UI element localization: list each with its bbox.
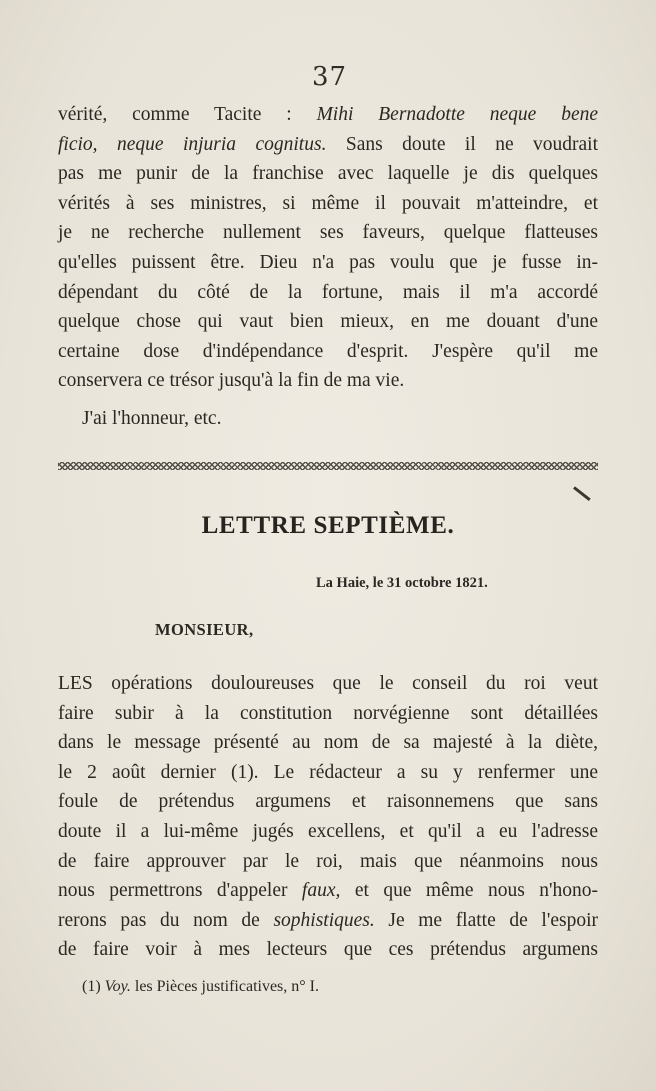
italic-term: sophistiques. — [273, 909, 375, 931]
footnote-abbrev: Voy. — [104, 978, 131, 995]
text-line: faire subir à la constitution norvégienne sont détaillées — [58, 702, 598, 724]
text-line: qu'elles puissent être. Dieu n'a pas voulu que je fusse in- — [58, 251, 598, 273]
text-line: pas me punir de la franchise avec laquelle je dis quelques — [58, 163, 598, 185]
continued-paragraph — [58, 100, 598, 396]
text-line: vérités à ses ministres, si même il pouvait m'atteindre, et — [58, 192, 598, 214]
text-line: doute il a lui-même jugés excellens, et qu'il a eu l'adresse — [58, 820, 598, 842]
latin-quote: Mihi Bernadotte neque bene — [316, 104, 599, 125]
text-line: conservera ce trésor jusqu'à la fin de ma vie. — [58, 370, 405, 392]
letter-heading: LETTRE SEPTIÈME. — [201, 512, 455, 539]
text-line — [58, 130, 598, 160]
ornamental-rule — [58, 462, 598, 470]
print-mark — [573, 486, 591, 501]
text-run: nous permettrons d'appeler — [58, 880, 288, 902]
text-line — [58, 876, 598, 906]
text-run: vérité, comme Tacite : — [58, 104, 292, 125]
text-line: de faire approuver par le roi, mais que néanmoins nous — [58, 850, 598, 872]
closing-formula: J'ai l'honneur, etc. — [82, 408, 222, 429]
text-line: certaine dose d'indépendance d'esprit. J'espère qu'il me — [58, 340, 598, 362]
italic-term: faux, — [301, 880, 341, 902]
footnote-mark: (1) — [82, 978, 101, 995]
text-run: rerons pas du nom de — [58, 909, 260, 931]
letter-paragraph — [58, 669, 598, 965]
text-run: et que même nous n'hono- — [354, 880, 599, 902]
text-line: foule de prétendus argumens et raisonnemens que sans — [58, 791, 598, 813]
text-line: dans le message présenté au nom de sa majesté à la diète, — [58, 732, 598, 754]
footnote-text: les Pièces justificatives, n° I. — [134, 978, 320, 995]
text-line — [58, 100, 598, 130]
text-line: de faire voir à mes lecteurs que ces prétendus argumens — [58, 939, 598, 961]
page-number: 37 — [312, 62, 348, 92]
salutation: MONSIEUR, — [155, 620, 254, 639]
footnote — [82, 978, 319, 996]
text-line: quelque chose qui vaut bien mieux, en me douant d'une — [58, 311, 598, 333]
latin-quote: ficio, neque injuria cognitus. — [58, 133, 327, 155]
text-line: le 2 août dernier (1). Le rédacteur a su y renfermer une — [58, 761, 598, 783]
text-run: Je me flatte de l'espoir — [388, 909, 598, 931]
text-line: dépendant du côté de la fortune, mais il m'a accordé — [58, 281, 598, 303]
text-line — [58, 906, 598, 936]
dateline: La Haie, le 31 octobre 1821. — [316, 575, 488, 591]
text-run: Sans doute il ne voudrait — [345, 133, 599, 155]
text-line: je ne recherche nullement ses faveurs, quelque flatteuses — [58, 222, 598, 244]
text-line: LES opérations douloureuses que le conseil du roi veut — [58, 673, 598, 694]
